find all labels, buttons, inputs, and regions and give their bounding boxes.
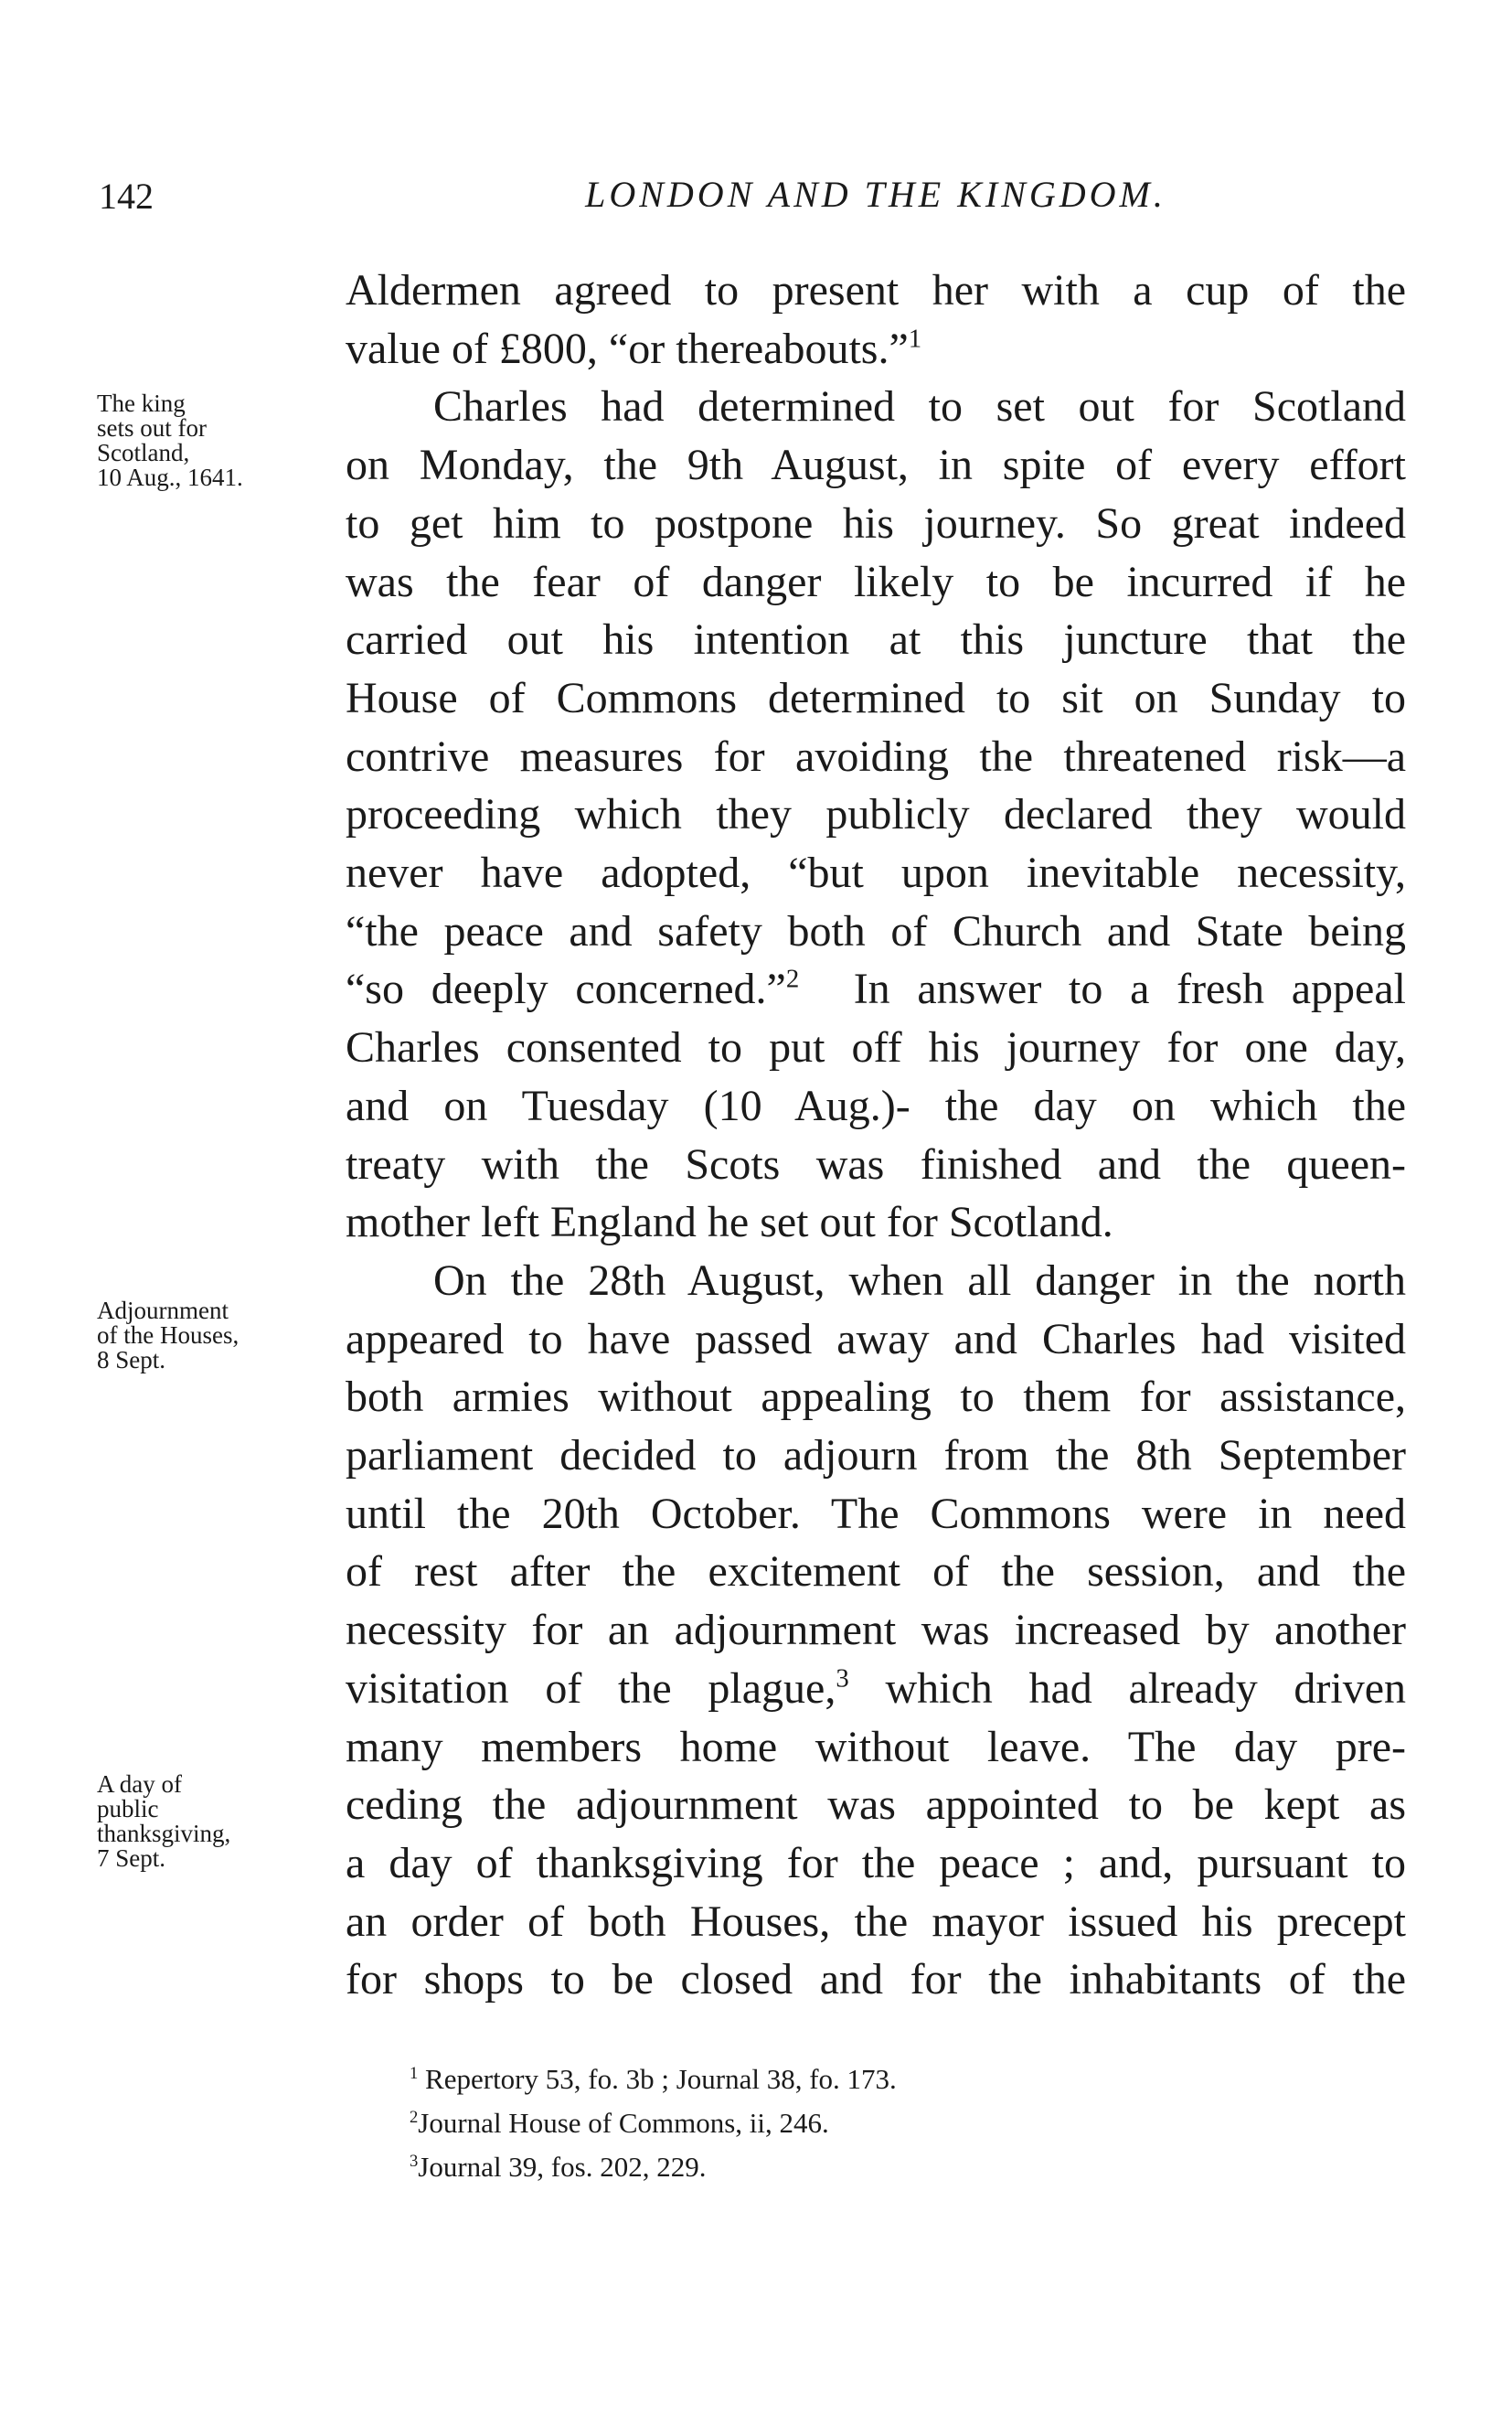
footnote-mark: 2 <box>410 2107 419 2127</box>
footnote-ref: 1 <box>908 324 922 354</box>
running-title: LONDON AND THE KINGDOM. <box>585 174 1166 215</box>
paragraph-start: Charles had determined to set out for Scotland <box>433 382 1406 432</box>
footnote-mark: 1 <box>410 2063 419 2083</box>
sidenote-line: 10 Aug., 1641. <box>97 464 243 491</box>
footnote-ref: 3 <box>836 1663 849 1694</box>
page-number: 142 <box>99 176 154 217</box>
text-line: “the peace and safety both of Church and State being <box>346 906 1406 956</box>
text-line: ceding the adjournment was appointed to be kept as <box>346 1780 1406 1830</box>
text-line: treaty with the Scots was finished and the queen- <box>346 1139 1406 1189</box>
footnote: $^3$Journal 39, fos. 202, 229. <box>410 2151 707 2183</box>
text-line: parliament decided to adjourn from the 8th September <box>346 1431 1406 1480</box>
text-line: Aldermen agreed to present her with a cup of the <box>346 266 1406 315</box>
text-line: both armies without appealing to them for assistance, <box>346 1373 1406 1422</box>
sidenote-line: Adjournment <box>97 1297 229 1324</box>
text-line: visitation of the plague,$^3$ which had already driven <box>346 1663 1407 1713</box>
sidenote-thanksgiving <box>97 1772 325 1871</box>
footnote: $^2$Journal House of Commons, ii, 246. <box>410 2107 829 2139</box>
footnote-ref: 2 <box>785 965 800 995</box>
text-line: Charles consented to put off his journey for one day, <box>346 1023 1406 1073</box>
text-line: a day of thanksgiving for the peace ; and, pursuant to <box>346 1838 1406 1887</box>
text-line: of rest after the excitement of the session, and the <box>346 1547 1406 1597</box>
text-line: proceeding which they publicly declared they would <box>346 790 1406 839</box>
sidenote-line: 8 Sept. <box>97 1346 166 1373</box>
footnote: $^1$ Repertory 53, fo. 3b ; Journal 38, fo. 173. <box>410 2063 897 2095</box>
text-line: “so deeply concerned.”$^2$ In answer to a fresh appeal <box>346 965 1407 1014</box>
text-line: necessity for an adjournment was increased by another <box>346 1606 1406 1655</box>
sidenote-line: A day of <box>97 1770 182 1798</box>
text-line: value of £800, “or thereabouts.”$^1$ <box>346 324 922 373</box>
text-line: and on Tuesday (10 Aug.)- the day on which the <box>346 1081 1406 1130</box>
text-line: mother left England he set out for Scotland. <box>346 1198 1113 1247</box>
footnotes <box>410 2057 1232 2189</box>
text-line: was the fear of danger likely to be incurred if he <box>346 557 1406 606</box>
text-line: House of Commons determined to sit on Sunday to <box>346 673 1406 722</box>
paragraph-start: On the 28th August, when all danger in the north <box>433 1256 1406 1305</box>
text-line: until the 20th October. The Commons were in need <box>346 1489 1406 1538</box>
text-line: many members home without leave. The day pre- <box>346 1722 1406 1771</box>
text-line: contrive measures for avoiding the threatened risk—a <box>346 732 1406 781</box>
sidenote-king-sets-out <box>97 391 325 490</box>
text-line: to get him to postpone his journey. So great indeed <box>346 498 1406 548</box>
sidenote-line: of the Houses, <box>97 1321 240 1349</box>
footnote-mark: 3 <box>410 2151 419 2171</box>
sidenote-line: public <box>97 1795 159 1822</box>
text-line: an order of both Houses, the mayor issued his precept <box>346 1897 1406 1946</box>
sidenote-line: 7 Sept. <box>97 1844 166 1872</box>
sidenote-line: Scotland, <box>97 439 190 466</box>
body-text <box>346 262 1406 2009</box>
sidenote-adjournment <box>97 1298 325 1373</box>
sidenote-line: The king <box>97 390 186 417</box>
text-line: on Monday, the 9th August, in spite of every effort <box>346 441 1406 490</box>
text-line: never have adopted, “but upon inevitable necessity, <box>346 849 1406 898</box>
sidenote-line: sets out for <box>97 414 207 442</box>
text-line: carried out his intention at this juncture that the <box>346 615 1406 665</box>
text-line: appeared to have passed away and Charles had visited <box>346 1314 1406 1363</box>
sidenote-line: thanksgiving, <box>97 1820 231 1847</box>
text-line: for shops to be closed and for the inhabitants of the <box>346 1955 1406 2004</box>
